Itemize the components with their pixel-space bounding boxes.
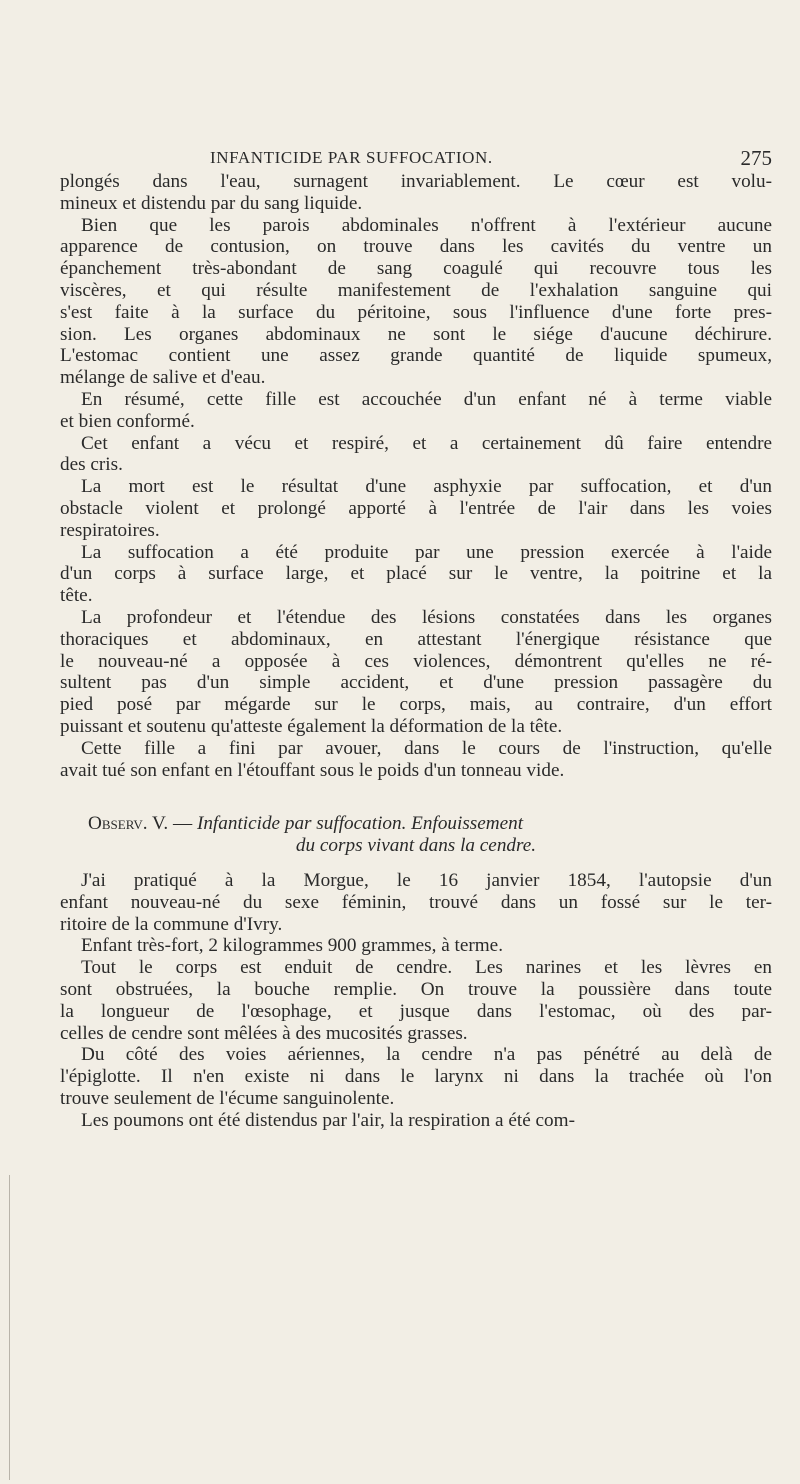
paragraph: [60, 215, 772, 389]
body-text-section-1: [60, 171, 772, 781]
text-line: obstacle violent et prolongé apporté à l'entrée de l'air dans les voies: [60, 497, 772, 519]
text-line: Les poumons ont été distendus par l'air, la respiration a été com-: [81, 1109, 575, 1131]
text-line: tête.: [60, 585, 93, 607]
text-line: Du côté des voies aériennes, la cendre n'a pas pénétré au delà de: [81, 1044, 772, 1066]
paragraph: [60, 870, 772, 935]
text-line: En résumé, cette fille est accouchée d'un enfant né à terme viable: [81, 388, 772, 410]
text-line: Tout le corps est enduit de cendre. Les narines et les lèvres en: [81, 957, 772, 979]
text-line: des cris.: [60, 454, 123, 476]
paragraph: [60, 476, 772, 541]
text-line: La mort est le résultat d'une asphyxie par suffocation, et d'un: [81, 476, 772, 498]
text-line: thoraciques et abdominaux, en attestant l'énergique résistance que: [60, 628, 772, 650]
text-line: ritoire de la commune d'Ivry.: [60, 913, 283, 935]
text-line: l'épiglotte. Il n'en existe ni dans le larynx ni dans la trachée où l'on: [60, 1066, 772, 1088]
text-line: Cet enfant a vécu et respiré, et a certainement dû faire entendre: [81, 432, 772, 454]
text-line: enfant nouveau-né du sexe féminin, trouvé dans un fossé sur le ter-: [60, 891, 772, 913]
text-line: Enfant très-fort, 2 kilogrammes 900 grammes, à terme.: [81, 935, 503, 957]
paragraph: [60, 957, 772, 1044]
paragraph: [60, 1110, 772, 1132]
paragraph: [60, 1044, 772, 1109]
paragraph: [60, 542, 772, 607]
text-line: celles de cendre sont mêlées à des mucosités grasses.: [60, 1022, 468, 1044]
page-number: 275: [740, 146, 772, 170]
text-line: respiratoires.: [60, 519, 160, 541]
running-head: [60, 146, 772, 172]
text-line: Cette fille a fini par avouer, dans le cours de l'instruction, qu'elle: [81, 737, 772, 759]
text-line: mélange de salive et d'eau.: [60, 367, 266, 389]
text-line: d'un corps à surface large, et placé sur le ventre, la poitrine et la: [60, 563, 772, 585]
text-line: sion. Les organes abdominaux ne sont le siége d'aucune déchirure.: [60, 323, 772, 345]
text-line: La suffocation a été produite par une pression exercée à l'aide: [81, 541, 772, 563]
page-edge-line: [9, 1175, 10, 1480]
text-line: avait tué son enfant en l'étouffant sous le poids d'un tonneau vide.: [60, 759, 565, 781]
text-line: épanchement très-abondant de sang coagulé qui recouvre tous les: [60, 258, 772, 280]
text-line: s'est faite à la surface du péritoine, sous l'influence d'une forte pres-: [60, 301, 772, 323]
observation-title-line2: du corps vivant dans la cendre.: [295, 835, 537, 856]
text-line: L'estomac contient une assez grande quantité de liquide spumeux,: [60, 345, 772, 367]
observation-heading: [60, 813, 772, 857]
text-line: La profondeur et l'étendue des lésions constatées dans les organes: [81, 606, 772, 628]
paragraph: [60, 433, 772, 477]
paragraph: [60, 607, 772, 738]
text-line: sont obstruées, la bouche remplie. On trouve la poussière dans toute: [60, 978, 772, 1000]
body-text-section-2: [60, 870, 772, 1132]
text-line: J'ai pratiqué à la Morgue, le 16 janvier 1854, l'autopsie d'un: [81, 870, 772, 891]
paragraph: [60, 171, 772, 215]
text-line: puissant et soutenu qu'atteste également la déformation de la tête.: [60, 715, 563, 737]
text-line: la longueur de l'œsophage, et jusque dans l'estomac, où des par-: [60, 1000, 772, 1022]
text-line: viscères, et qui résulte manifestement de l'exhalation sanguine qui: [60, 279, 772, 301]
paragraph: [60, 935, 772, 957]
observation-label: Observ. V.: [88, 813, 169, 834]
running-title: INFANTICIDE PAR SUFFOCATION.: [210, 148, 493, 167]
text-line: apparence de contusion, on trouve dans les cavités du ventre un: [60, 236, 772, 258]
observation-title-line1: Infanticide par suffocation. Enfouissement: [196, 813, 524, 834]
text-line: et bien conformé.: [60, 410, 195, 432]
text-line: Bien que les parois abdominales n'offrent à l'extérieur aucune: [81, 214, 772, 236]
text-line: pied posé par mégarde sur le corps, mais, au contraire, d'un effort: [60, 694, 772, 716]
text-line: mineux et distendu par du sang liquide.: [60, 192, 363, 214]
text-line: plongés dans l'eau, surnagent invariablement. Le cœur est volu-: [60, 171, 772, 192]
text-line: sultent pas d'un simple accident, et d'une pression passagère du: [60, 672, 772, 694]
text-line: le nouveau-né a opposée à ces violences, démontrent qu'elles ne ré-: [60, 650, 772, 672]
text-line: trouve seulement de l'écume sanguinolente.: [60, 1087, 395, 1109]
paragraph: [60, 738, 772, 782]
observation-dash: —: [168, 813, 197, 834]
paragraph: [60, 389, 772, 433]
